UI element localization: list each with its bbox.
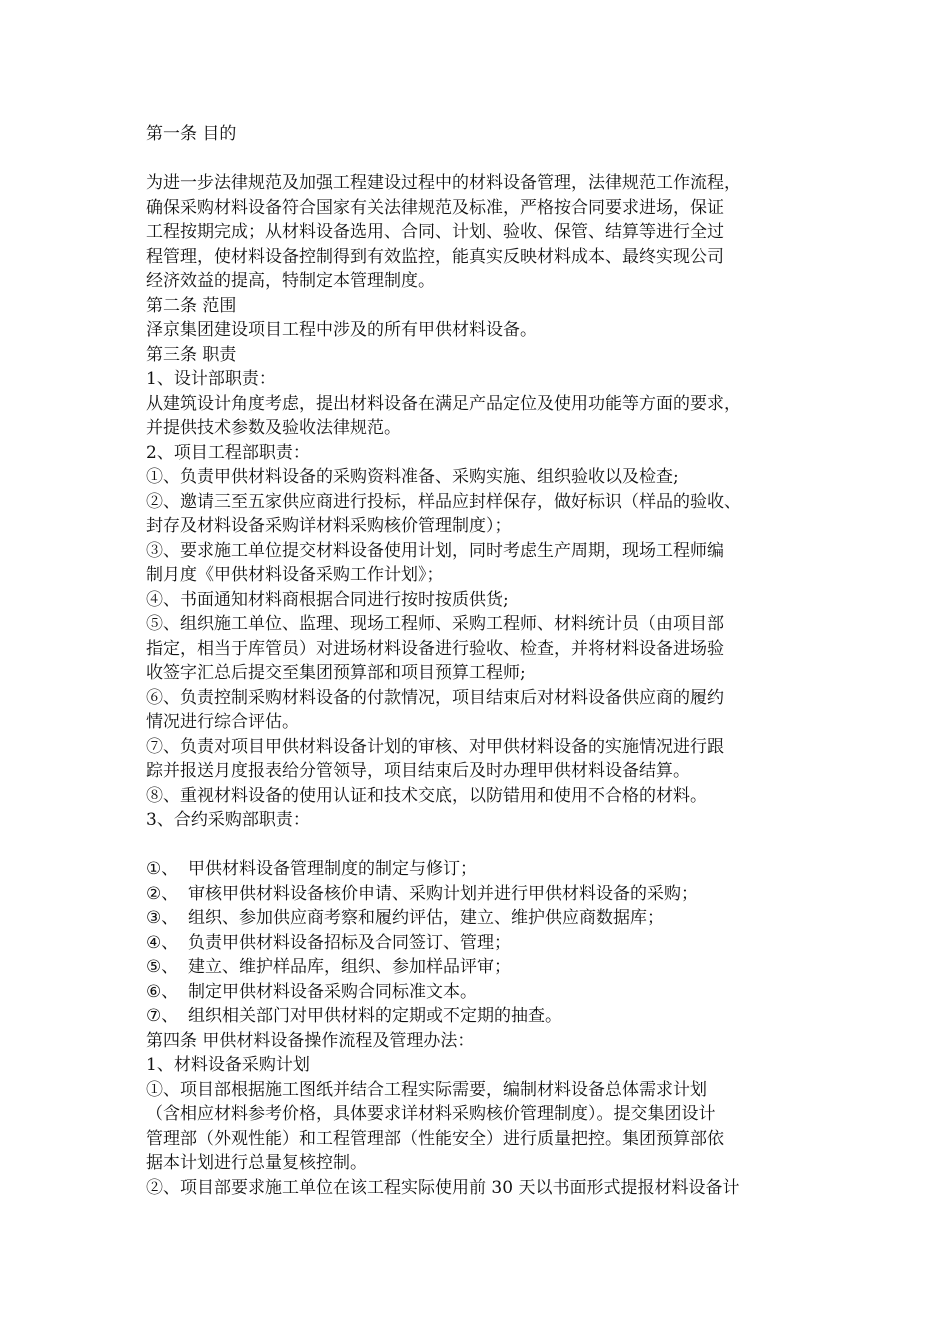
item-number: ③、 <box>146 908 179 928</box>
article-1-text-line: 经济效益的提高，特制定本管理制度。 <box>146 271 435 291</box>
project-dept-line: 封存及材料设备采购详材料采购核价管理制度）； <box>146 516 512 536</box>
item-number: ②、 <box>146 883 179 904</box>
item-text: 审核甲供材料设备核价申请、采购计划并进行甲供材料设备的采购； <box>188 883 698 904</box>
purchase-dept-item <box>146 882 826 907</box>
item-text: 制定甲供材料设备采购合同标准文本。 <box>188 981 477 1002</box>
project-dept-line: ⑥、负责控制采购材料设备的付款情况，项目结束后对材料设备供应商的履约 <box>146 687 724 708</box>
article-1-text-line: 确保采购材料设备符合国家有关法律规范及标准，严格按合同要求进场，保证 <box>146 197 724 218</box>
item-number: ④、 <box>146 932 179 953</box>
purchase-dept-item <box>146 955 826 980</box>
article-1-text-line: 程管理，使材料设备控制得到有效监控，能真实反映材料成本、最终实现公司 <box>146 246 724 267</box>
design-dept-heading: 1、设计部职责： <box>146 369 276 389</box>
article-2-text: 泽京集团建设项目工程中涉及的所有甲供材料设备。 <box>146 320 537 340</box>
project-dept-line: ③、要求施工单位提交材料设备使用计划，同时考虑生产周期，现场工程师编 <box>146 540 724 561</box>
design-dept-text-line: 从建筑设计角度考虑，提出材料设备在满足产品定位及使用功能等方面的要求， <box>146 393 741 414</box>
article-3-heading: 第三条 职责 <box>146 344 237 365</box>
project-dept-heading: 2、项目工程部职责： <box>146 442 310 463</box>
item-text: 组织相关部门对甲供材料的定期或不定期的抽查。 <box>188 1006 562 1026</box>
project-dept-line: ②、邀请三至五家供应商进行投标，样品应封样保存，做好标识（样品的验收、 <box>146 491 741 512</box>
procurement-plan-line: ②、项目部要求施工单位在该工程实际使用前 30 天以书面形式提报材料设备计 <box>146 1177 740 1198</box>
article-1-text-line: 为进一步法律规范及加强工程建设过程中的材料设备管理，法律规范工作流程， <box>146 173 741 193</box>
procurement-plan-line: ①、项目部根据施工图纸并结合工程实际需要，编制材料设备总体需求计划 <box>146 1079 707 1100</box>
project-dept-line: ①、负责甲供材料设备的采购资料准备、采购实施、组织验收以及检查; <box>146 467 679 487</box>
purchase-dept-item <box>146 906 826 931</box>
article-1-heading: 第一条 目的 <box>146 124 237 144</box>
blank-line <box>146 147 826 172</box>
item-number: ①、 <box>146 859 179 879</box>
project-dept-line: ⑦、负责对项目甲供材料设备计划的审核、对甲供材料设备的实施情况进行跟 <box>146 736 724 757</box>
item-number: ⑦、 <box>146 1006 179 1026</box>
item-text: 建立、维护样品库，组织、参加样品评审； <box>188 957 511 977</box>
purchase-dept-item <box>146 857 826 882</box>
item-text: 甲供材料设备管理制度的制定与修订； <box>188 859 477 879</box>
project-dept-line: 收签字汇总后提交至集团预算部和项目预算工程师; <box>146 663 526 683</box>
procurement-plan-line: 据本计划进行总量复核控制。 <box>146 1153 367 1173</box>
purchase-dept-item <box>146 980 826 1005</box>
procurement-plan-line: （含相应材料参考价格，具体要求详材料采购核价管理制度）。提交集团设计 <box>146 1104 716 1124</box>
article-4-heading: 第四条 甲供材料设备操作流程及管理办法： <box>146 1030 475 1051</box>
project-dept-line: 指定，相当于库管员）对进场材料设备进行验收、检查，并将材料设备进场验 <box>146 638 724 659</box>
procurement-plan-heading: 1、材料设备采购计划 <box>146 1055 310 1075</box>
item-text: 负责甲供材料设备招标及合同签订、管理； <box>188 932 511 953</box>
purchase-dept-item <box>146 1004 826 1029</box>
project-dept-line: ④、书面通知材料商根据合同进行按时按质供货; <box>146 589 509 610</box>
project-dept-line: 情况进行综合评估。 <box>146 712 299 732</box>
project-dept-line: ⑧、重视材料设备的使用认证和技术交底，以防错用和使用不合格的材料。 <box>146 785 707 806</box>
project-dept-line: 踪并报送月度报表给分管领导，项目结束后及时办理甲供材料设备结算。 <box>146 761 690 781</box>
blank-line <box>146 833 826 858</box>
item-number: ⑥、 <box>146 981 179 1002</box>
project-dept-line: ⑤、组织施工单位、监理、现场工程师、采购工程师、材料统计员（由项目部 <box>146 614 724 634</box>
purchase-dept-item <box>146 931 826 956</box>
procurement-plan-line: 管理部（外观性能）和工程管理部（性能安全）进行质量把控。集团预算部依 <box>146 1128 724 1149</box>
article-2-heading: 第二条 范围 <box>146 295 237 316</box>
item-text: 组织、参加供应商考察和履约评估，建立、维护供应商数据库； <box>188 908 664 928</box>
purchase-dept-heading: 3、合约采购部职责： <box>146 810 310 830</box>
project-dept-line: 制月度《甲供材料设备采购工作计划》； <box>146 565 444 585</box>
design-dept-text-line: 并提供技术参数及验收法律规范。 <box>146 418 401 438</box>
item-number: ⑤、 <box>146 957 179 977</box>
document-page <box>146 122 826 1200</box>
article-1-text-line: 工程按期完成；从材料设备选用、合同、计划、验收、保管、结算等进行全过 <box>146 222 724 242</box>
